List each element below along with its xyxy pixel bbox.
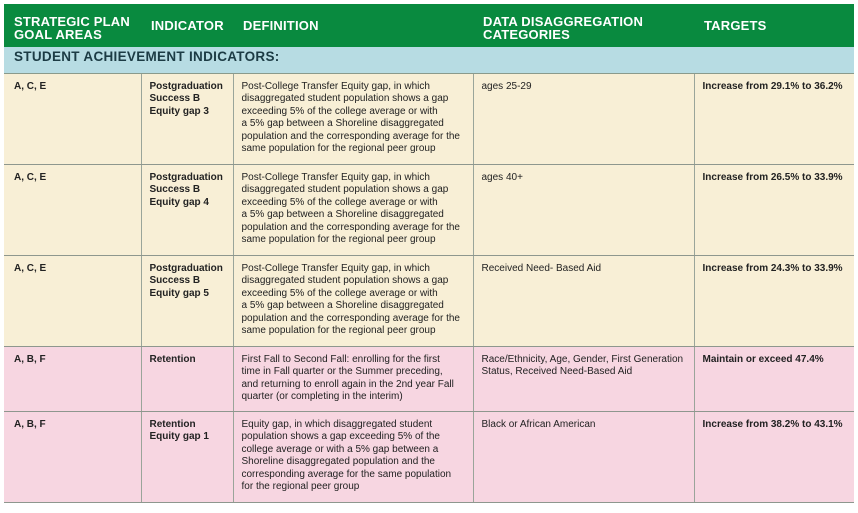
target-cell: Increase from 29.1% to 36.2%: [694, 73, 854, 164]
definition-line: exceeding 5% of the college average or with: [241, 196, 438, 208]
definition-line: Equity gap, in which disaggregated student: [241, 418, 433, 430]
indicator-line: Success B: [149, 93, 201, 105]
categories-cell: [473, 164, 694, 255]
categories-cell: [473, 73, 694, 164]
definition-line: college average or with a 5% gap between a: [241, 443, 439, 455]
definition-line: same population for the regional peer group: [241, 143, 436, 155]
definition-line: a 5% gap between a Shoreline disaggregated: [241, 300, 444, 312]
definition-cell: [233, 73, 473, 164]
categories-line: Status, Received Need-Based Aid: [481, 366, 633, 378]
definition-line: First Fall to Second Fall: enrolling for the first: [241, 353, 440, 365]
definition-line: disaggregated student population shows a gap: [241, 184, 449, 196]
indicator-line: Retention: [149, 418, 196, 430]
indicator-cell: [141, 73, 233, 164]
indicator-line: Equity gap 5: [149, 287, 209, 299]
definition-line: disaggregated student population shows a gap: [241, 275, 449, 287]
table-row: [4, 73, 854, 164]
table-row: [4, 411, 854, 502]
table-row: [4, 346, 854, 411]
indicator-line: Equity gap 4: [149, 196, 209, 208]
indicator-line: Equity gap 3: [149, 105, 209, 117]
indicator-line: Success B: [149, 275, 201, 287]
definition-line: population shows a gap exceeding 5% of the: [241, 431, 440, 443]
definition-line: population and the corresponding average for the: [241, 130, 460, 142]
definition-line: disaggregated student population shows a gap: [241, 93, 449, 105]
indicator-line: Equity gap 1: [149, 431, 209, 443]
section-title: STUDENT ACHIEVEMENT INDICATORS:: [4, 47, 854, 73]
categories-line: Received Need- Based Aid: [481, 262, 602, 274]
indicator-cell: [141, 346, 233, 411]
header-definition: DEFINITION: [233, 4, 473, 47]
categories-cell: [473, 255, 694, 346]
goal-areas-cell: A, C, E: [4, 164, 141, 255]
definition-line: for the regional peer group: [241, 481, 360, 493]
definition-line: exceeding 5% of the college average or with: [241, 105, 438, 117]
categories-line: ages 40+: [481, 171, 523, 183]
definition-line: Post-College Transfer Equity gap, in which: [241, 262, 430, 274]
table-row: [4, 255, 854, 346]
definition-line: Post-College Transfer Equity gap, in which: [241, 80, 430, 92]
definition-line: time in Fall quarter or the Summer preceding,: [241, 366, 443, 378]
indicator-line: Postgraduation: [149, 262, 223, 274]
header-disaggregation: [473, 4, 694, 47]
header-goal-areas-line: GOAL AREAS: [14, 27, 102, 42]
definition-line: population and the corresponding average for the: [241, 221, 460, 233]
definition-cell: [233, 255, 473, 346]
indicator-line: Postgraduation: [149, 80, 223, 92]
definition-line: population and the corresponding average for the: [241, 312, 460, 324]
header-disaggregation-line: DATA DISAGGREGATION: [483, 14, 644, 29]
categories-line: Black or African American: [481, 418, 596, 430]
definition-line: quarter (or completing in the interim): [241, 391, 403, 403]
indicator-line: Success B: [149, 184, 201, 196]
goal-areas-cell: A, B, F: [4, 346, 141, 411]
goal-areas-cell: A, C, E: [4, 73, 141, 164]
indicator-line: Postgraduation: [149, 171, 223, 183]
categories-line: Race/Ethnicity, Age, Gender, First Generation: [481, 353, 684, 365]
definition-line: same population for the regional peer group: [241, 325, 436, 337]
definition-cell: [233, 411, 473, 502]
target-cell: Maintain or exceed 47.4%: [694, 346, 854, 411]
table-row: [4, 164, 854, 255]
definition-line: a 5% gap between a Shoreline disaggregated: [241, 209, 444, 221]
header-indicator: INDICATOR: [141, 4, 233, 47]
categories-line: ages 25-29: [481, 80, 532, 92]
header-targets: TARGETS: [694, 4, 854, 47]
definition-line: Shoreline disaggregated population and the: [241, 456, 435, 468]
definition-line: Post-College Transfer Equity gap, in which: [241, 171, 430, 183]
categories-cell: [473, 411, 694, 502]
goal-areas-cell: A, B, F: [4, 411, 141, 502]
header-row: [4, 4, 854, 47]
target-cell: Increase from 24.3% to 33.9%: [694, 255, 854, 346]
section-row: [4, 47, 854, 73]
indicators-table: [4, 4, 854, 503]
indicator-line: Retention: [149, 353, 196, 365]
header-disaggregation-line: CATEGORIES: [483, 27, 570, 42]
target-cell: Increase from 26.5% to 33.9%: [694, 164, 854, 255]
indicator-cell: [141, 255, 233, 346]
indicator-cell: [141, 411, 233, 502]
header-goal-areas-line: STRATEGIC PLAN: [14, 14, 130, 29]
goal-areas-cell: A, C, E: [4, 255, 141, 346]
target-cell: Increase from 38.2% to 43.1%: [694, 411, 854, 502]
definition-line: exceeding 5% of the college average or with: [241, 287, 438, 299]
definition-cell: [233, 164, 473, 255]
definition-line: same population for the regional peer group: [241, 234, 436, 246]
definition-cell: [233, 346, 473, 411]
definition-line: corresponding average for the same population: [241, 468, 452, 480]
indicator-cell: [141, 164, 233, 255]
definition-line: a 5% gap between a Shoreline disaggregated: [241, 118, 444, 130]
header-goal-areas: [4, 4, 141, 47]
definition-line: and returning to enroll again in the 2nd year Fall: [241, 378, 454, 390]
categories-cell: [473, 346, 694, 411]
